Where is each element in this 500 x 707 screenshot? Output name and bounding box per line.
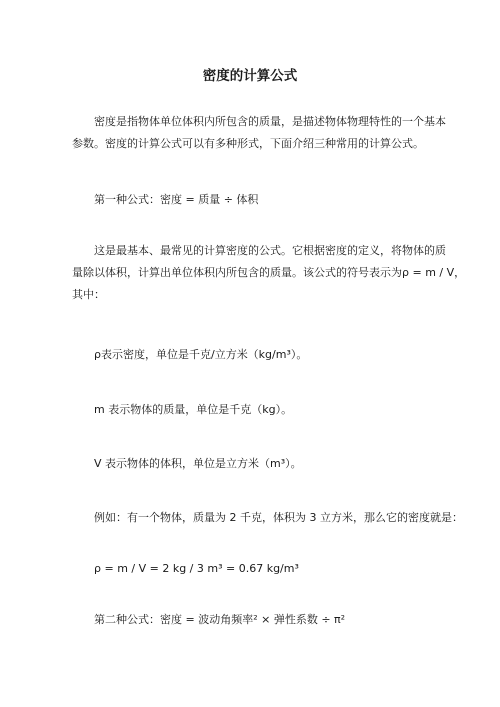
intro-line-2: 参数。密度的计算公式可以有多种形式，下面介绍三种常用的计算公式。 <box>72 137 424 150</box>
explain-line-3: 其中： <box>72 288 105 301</box>
document-title: 密度的计算公式 <box>202 68 298 84</box>
intro-paragraph <box>72 111 446 155</box>
v-definition: V 表示物体的体积，单位是立方米（m³）。 <box>94 457 302 470</box>
intro-line-1: 密度是指物体单位体积内所包含的质量，是描述物体物理特性的一个基本 <box>94 115 446 128</box>
explain-paragraph <box>72 240 466 306</box>
formula1-heading: 第一种公式：密度 = 质量 ÷ 体积 <box>94 193 259 206</box>
explain-line-2: 量除以体积，计算出单位体积内所包含的质量。该公式的符号表示为ρ = m / V， <box>72 266 466 279</box>
example-text: 例如：有一个物体，质量为 2 千克，体积为 3 立方米，那么它的密度就是： <box>94 511 463 524</box>
explain-line-1: 这是最基本、最常见的计算密度的公式。它根据密度的定义，将物体的质 <box>94 244 446 257</box>
rho-definition: ρ表示密度，单位是千克/立方米（kg/m³）。 <box>94 348 308 361</box>
m-definition: m 表示物体的质量，单位是千克（kg）。 <box>94 403 293 416</box>
example-calculation: ρ = m / V = 2 kg / 3 m³ = 0.67 kg/m³ <box>94 562 299 575</box>
formula2-heading: 第二种公式：密度 = 波动角频率² × 弹性系数 ÷ π² <box>94 613 346 626</box>
